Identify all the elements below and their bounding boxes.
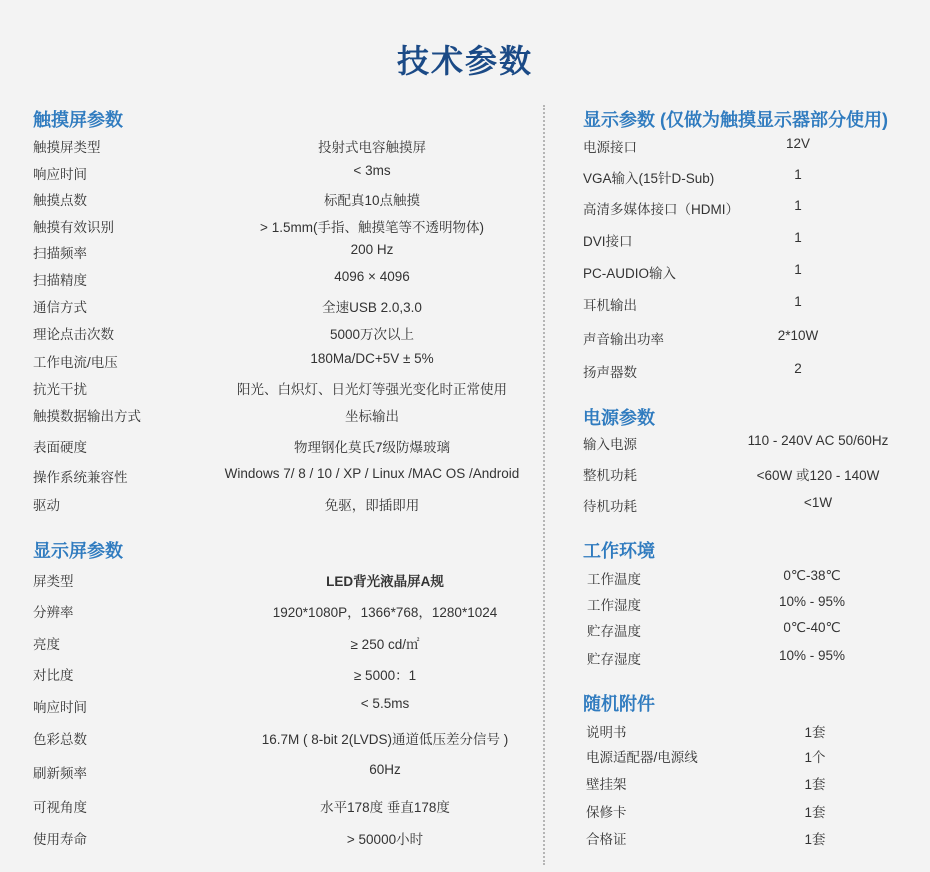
row-label: 待机功耗: [583, 499, 637, 514]
table-row: [583, 262, 802, 284]
table-row: [33, 436, 451, 458]
table-row: [33, 378, 507, 400]
table-row: [583, 433, 889, 455]
row-value: 水平178度 垂直178度: [320, 800, 450, 815]
display-section-title: 显示屏参数: [33, 541, 123, 561]
row-value: 2*10W: [777, 328, 819, 343]
row-value: 60Hz: [369, 762, 401, 777]
row-value: > 1.5mm(手指、触摸笔等不透明物体): [260, 220, 484, 235]
row-label: 抗光干扰: [33, 382, 87, 397]
row-value: < 3ms: [353, 163, 391, 178]
table-row: [33, 136, 426, 158]
row-label: 分辨率: [33, 605, 74, 620]
row-label: 壁挂架: [586, 777, 627, 792]
row-value: 4096 × 4096: [334, 269, 410, 284]
row-label: 耳机输出: [583, 298, 637, 313]
row-label: 说明书: [586, 725, 627, 740]
row-value: ≥ 5000：1: [353, 668, 417, 683]
table-row: [583, 828, 826, 850]
row-label: VGA输入(15针D-Sub): [583, 171, 715, 186]
table-row: [33, 633, 420, 655]
table-row: [33, 242, 394, 264]
row-value: 1920*1080P，1366*768，1280*1024: [272, 605, 498, 620]
row-label: 保修卡: [586, 805, 627, 820]
row-value: 12V: [785, 136, 811, 151]
row-label: 对比度: [33, 668, 74, 683]
row-label: 亮度: [33, 637, 60, 652]
row-label: 声音输出功率: [583, 332, 664, 347]
page-title: 技术参数: [396, 43, 533, 79]
row-label: 电源适配器/电源线: [586, 750, 698, 765]
table-row: [33, 323, 415, 345]
table-row: [33, 828, 424, 850]
row-value: 16.7M ( 8-bit 2(LVDS)通道低压差分信号 ): [261, 732, 509, 747]
table-row: [583, 746, 826, 768]
row-label: 操作系统兼容性: [33, 470, 128, 485]
power-section-title: 电源参数: [583, 408, 655, 428]
row-value: 1套: [804, 805, 826, 820]
row-label: 触摸屏类型: [33, 140, 101, 155]
row-value: <1W: [803, 495, 833, 510]
row-value: 0℃-40℃: [783, 620, 841, 635]
row-value: 180Ma/DC+5V ± 5%: [310, 351, 434, 366]
row-value: 0℃-38℃: [783, 568, 841, 583]
row-value: 免驱，即插即用: [324, 498, 420, 513]
table-row: [33, 216, 484, 238]
row-label: 表面硬度: [33, 440, 87, 455]
table-row: [583, 594, 846, 616]
display-params-section-title: 显示参数 (仅做为触摸显示器部分使用): [583, 110, 888, 130]
table-row: [33, 664, 417, 686]
table-row: [583, 464, 880, 486]
table-row: [33, 728, 509, 750]
row-value: 1: [794, 167, 802, 182]
table-row: [33, 696, 410, 718]
table-row: [583, 568, 841, 590]
row-label: 扬声器数: [583, 365, 637, 380]
row-value: 标配真10点触摸: [323, 193, 421, 208]
table-row: [33, 466, 520, 488]
row-value: 1: [794, 198, 802, 213]
row-value: 投射式电容触摸屏: [318, 140, 426, 155]
row-value: 全速USB 2.0,3.0: [322, 300, 422, 315]
table-row: [583, 294, 802, 316]
row-value: Windows 7/ 8 / 10 / XP / Linux /MAC OS /Android: [224, 466, 520, 481]
row-label: 触摸有效识别: [33, 220, 114, 235]
table-row: [33, 405, 399, 427]
row-label: 使用寿命: [33, 832, 87, 847]
row-label: 扫描频率: [33, 246, 87, 261]
row-value: <60W 或120 - 140W: [756, 468, 880, 483]
table-row: [33, 494, 420, 516]
table-row: [33, 351, 434, 373]
row-value: 10% - 95%: [778, 594, 846, 609]
row-value: 物理钢化莫氏7级防爆玻璃: [293, 440, 451, 455]
table-row: [583, 198, 802, 220]
accessories-section-title: 随机附件: [583, 694, 655, 714]
row-label: 工作电流/电压: [33, 355, 118, 370]
row-label: 屏类型: [33, 574, 74, 589]
row-label: 输入电源: [583, 437, 637, 452]
row-label: 高清多媒体接口（HDMI）: [583, 202, 739, 217]
row-value: LED背光液晶屏A规: [326, 574, 444, 589]
table-row: [33, 601, 498, 623]
row-value: 1: [794, 262, 802, 277]
table-row: [583, 721, 826, 743]
table-row: [33, 163, 391, 185]
row-value: 1个: [804, 750, 826, 765]
row-value: 200 Hz: [350, 242, 394, 257]
row-value: 1: [794, 230, 802, 245]
row-value: 10% - 95%: [778, 648, 846, 663]
row-value: 1套: [804, 832, 826, 847]
table-row: [33, 762, 401, 784]
row-label: 可视角度: [33, 800, 87, 815]
table-row: [33, 796, 450, 818]
table-row: [583, 361, 802, 383]
row-label: 色彩总数: [33, 732, 87, 747]
row-value: 1套: [804, 725, 826, 740]
row-label: 刷新频率: [33, 766, 87, 781]
row-label: 贮存温度: [587, 624, 641, 639]
table-row: [33, 570, 444, 592]
row-label: DVI接口: [583, 234, 633, 249]
row-label: 触摸数据输出方式: [33, 409, 141, 424]
column-divider: [543, 105, 545, 865]
row-label: 工作湿度: [587, 598, 641, 613]
row-label: 驱动: [33, 498, 60, 513]
table-row: [33, 189, 421, 211]
row-label: 扫描精度: [33, 273, 87, 288]
row-label: 通信方式: [33, 300, 87, 315]
environment-section-title: 工作环境: [583, 541, 655, 561]
row-value: 阳光、白炽灯、日光灯等强光变化时正常使用: [237, 382, 507, 397]
table-row: [583, 495, 833, 517]
row-value: 5000万次以上: [329, 327, 415, 342]
row-label: 响应时间: [33, 700, 87, 715]
row-label: 理论点击次数: [33, 327, 114, 342]
row-value: ≥ 250 cd/㎡: [350, 637, 420, 652]
table-row: [33, 269, 410, 291]
row-label: 整机功耗: [583, 468, 637, 483]
table-row: [583, 773, 826, 795]
row-value: 1套: [804, 777, 826, 792]
row-label: 响应时间: [33, 167, 87, 182]
row-value: 1: [794, 294, 802, 309]
table-row: [33, 296, 422, 318]
table-row: [583, 648, 846, 670]
table-row: [583, 620, 841, 642]
row-value: < 5.5ms: [360, 696, 410, 711]
row-label: 触摸点数: [33, 193, 87, 208]
table-row: [583, 801, 826, 823]
row-label: 贮存湿度: [587, 652, 641, 667]
row-value: 2: [794, 361, 802, 376]
row-label: PC-AUDIO输入: [583, 266, 677, 281]
row-label: 合格证: [586, 832, 627, 847]
touch-section-title: 触摸屏参数: [33, 110, 123, 130]
table-row: [583, 167, 802, 189]
table-row: [583, 136, 811, 158]
row-value: 110 - 240V AC 50/60Hz: [747, 433, 889, 448]
table-row: [583, 328, 819, 350]
row-value: > 50000小时: [346, 832, 424, 847]
row-label: 电源接口: [583, 140, 637, 155]
table-row: [583, 230, 802, 252]
row-label: 工作温度: [587, 572, 641, 587]
row-value: 坐标输出: [345, 409, 399, 424]
